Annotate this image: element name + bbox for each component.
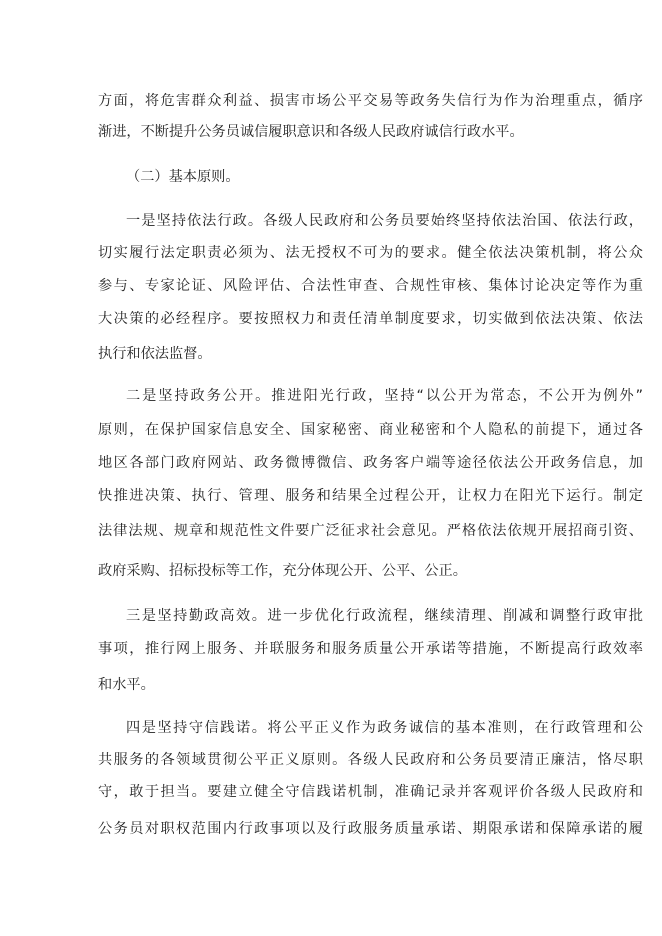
text-line: 切实履行法定职责必须为、法无授权不可为的要求。健全依法决策机制，将公众 [98,245,643,261]
text-line: 共服务的各领域贯彻公平正义原则。各级人民政府和公务员要清正廉洁，恪尽职 [98,752,643,768]
text-line: 参与、专家论证、风险评估、合法性审查、合规性审核、集体讨论决定等作为重 [98,278,643,294]
text-line: 政府采购、招标投标等工作，充分体现公开、公平、公正。 [98,563,467,579]
text-line: 大决策的必经程序。要按照权力和责任清单制度要求，切实做到依法决策、依法 [98,311,643,327]
text-line: 和水平。 [98,677,155,693]
text-line: 法律法规、规章和规范性文件要广泛征求社会意见。严格依法依规开展招商引资、 [98,523,643,539]
text-line: 执行和依法监督。 [98,346,212,362]
text-line: 渐进，不断提升公务员诚信履职意识和各级人民政府诚信行政水平。 [98,124,524,140]
text-line: 一是坚持依法行政。各级人民政府和公务员要始终坚持依法治国、依法行政， [126,213,643,229]
section-heading: （二）基本原则。 [126,169,240,185]
text-line: 原则，在保护国家信息安全、国家秘密、商业秘密和个人隐私的前提下，通过各 [98,422,643,438]
text-line: 方面，将危害群众利益、损害市场公平交易等政务失信行为作为治理重点，循序 [98,93,643,109]
text-line: 公务员对职权范围内行政事项以及行政服务质量承诺、期限承诺和保障承诺的履 [98,821,643,837]
text-line: 快推进决策、执行、管理、服务和结果全过程公开，让权力在阳光下运行。制定 [98,488,643,504]
text-line: 事项，推行网上服务、并联服务和服务质量公开承诺等措施，不断提高行政效率 [98,641,643,657]
text-line: 三是坚持勤政高效。进一步优化行政流程，继续清理、削减和调整行政审批 [126,608,643,624]
text-line: 守，敢于担当。要建立健全守信践诺机制，准确记录并客观评价各级人民政府和 [98,784,643,800]
text-line: 地区各部门政府网站、政务微博微信、政务客户端等途径依法公开政务信息，加 [98,455,643,471]
text-line: 二是坚持政务公开。推进阳光行政，坚持“以公开为常态，不公开为例外” [126,388,643,404]
text-line: 四是坚持守信践诺。将公平正义作为政务诚信的基本准则，在行政管理和公 [126,720,643,736]
